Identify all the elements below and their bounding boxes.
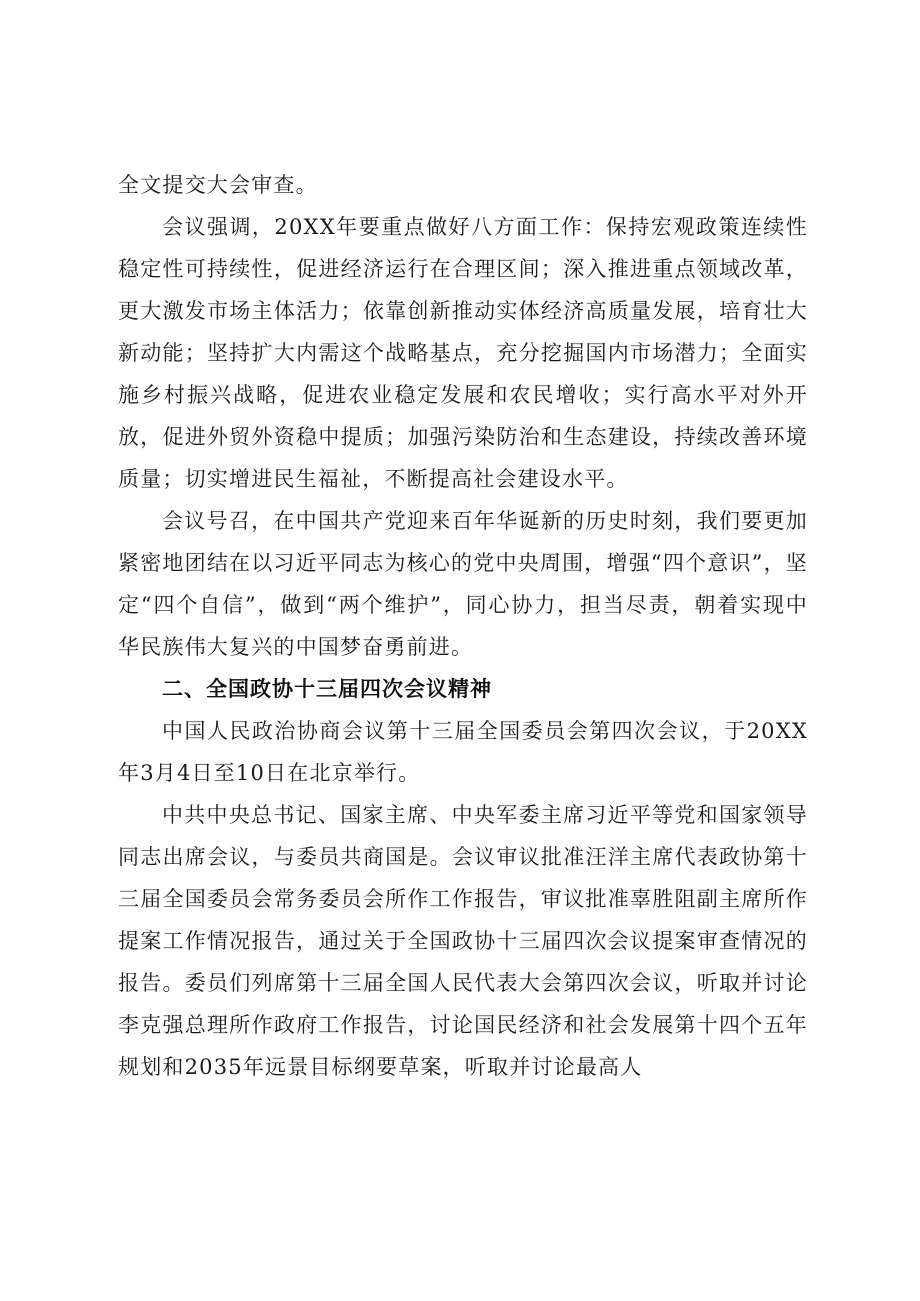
section-heading: 二、全国政协十三届四次会议精神 (162, 677, 492, 701)
document-body (118, 164, 808, 1088)
paragraph-work-priorities: 会议强调，20XX年要重点做好八方面工作：保持宏观政策连续性稳定性可持续性，促进经济运行在合理区间；深入推进重点领域改革，更大激发市场主体活力；依靠创新推动实体经济高质量发展，培育壮大新动能；坚持扩大内需这个战略基点，充分挖掘国内市场潜力；全面实施乡村振兴战略，促进农业稳定发展和农民增收；实行高水平对外开放，促进外贸外资稳中提质；加强污染防治和生态建设，持续改善环境质量；切实增进民生福祉，不断提高社会建设水平。 (118, 215, 808, 491)
paragraph-cppcc-details: 中共中央总书记、国家主席、中央军委主席习近平等党和国家领导同志出席会议，与委员共商国是。会议审议批准汪洋主席代表政协第十三届全国委员会常务委员会所作工作报告，审议批准辜胜阻副主席所作提案工作情况报告，通过关于全国政协十三届四次会议提案审查情况的报告。委员们列席第十三届全国人民代表大会第四次会议，听取并讨论李克强总理所作政府工作报告，讨论国民经济和社会发展第十四个五年规划和2035年远景目标纲要草案，听取并讨论最高人 (118, 803, 808, 1079)
paragraph-meeting-call: 会议号召，在中国共产党迎来百年华诞新的历史时刻，我们要更加紧密地团结在以习近平同志为核心的党中央周围，增强“四个意识”，坚定“四个自信”，做到“两个维护”，同心协力，担当尽责，朝着实现中华民族伟大复兴的中国梦奋勇前进。 (118, 509, 808, 659)
paragraph-cppcc-session: 中国人民政治协商会议第十三届全国委员会第四次会议，于20XX年3月4日至10日在北京举行。 (118, 719, 808, 785)
paragraph-continuation: 全文提交大会审查。 (118, 173, 318, 197)
